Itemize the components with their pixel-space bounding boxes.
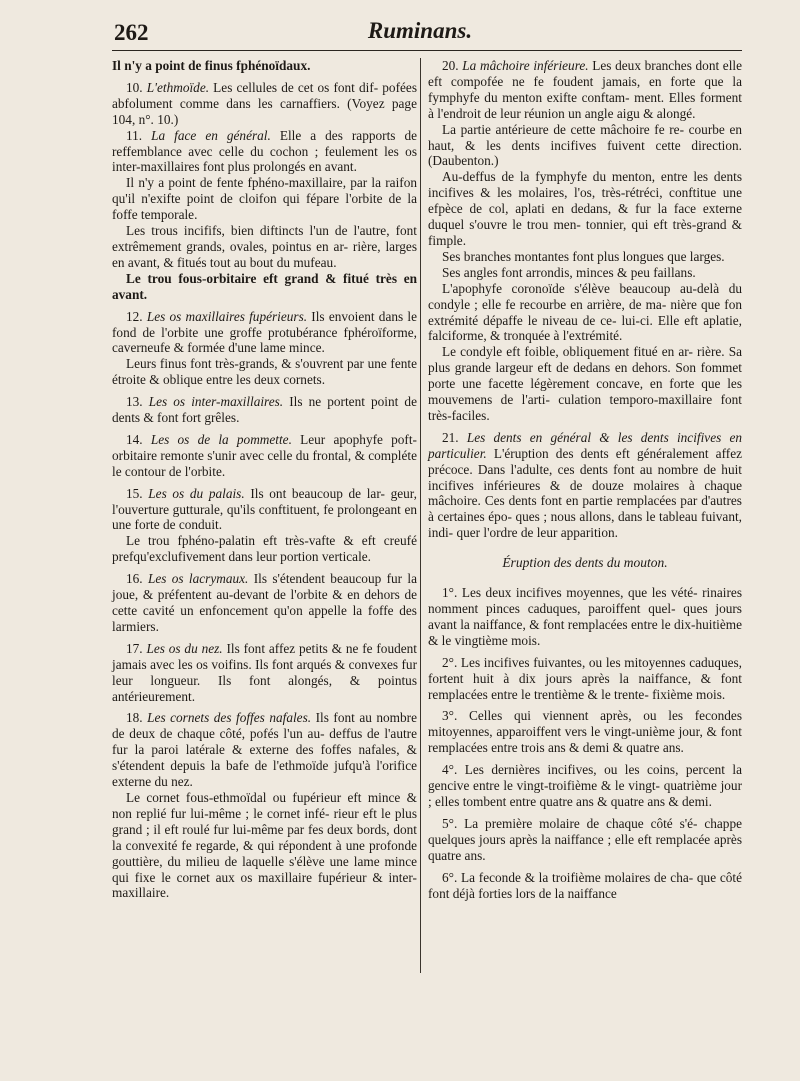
paragraph-text: 3°. Celles qui viennent après, ou les fecondes mitoyennes, apparoiffent vers le vingt-unième jour, & font remplacées entre trois ans & demi & quatre ans. <box>428 708 742 756</box>
paragraph-title: La mâchoire inférieure. <box>462 58 589 73</box>
paragraph <box>112 58 417 74</box>
right-column <box>428 58 742 901</box>
paragraph-text: Ils s'étendent beaucoup fur la joue, & préfentent au-devant de l'orbite & en dehors de cette cavité un enfoncement qu'on appelle la foffe des larmiers. <box>112 571 418 634</box>
paragraph-text: Le trou fous-orbitaire eft grand & fitué très en avant. <box>112 270 417 302</box>
paragraph <box>112 128 417 176</box>
paragraph-number: 12. <box>126 308 147 324</box>
paragraph-text: Ils envoient dans le fond de l'orbite une groffe protubérance fphéroïforme, caverneufe & formée d'une lame mince. <box>112 308 417 356</box>
paragraph-title: Les os maxillaires fupérieurs. <box>146 308 308 324</box>
paragraph-text: Ses branches montantes font plus longues que larges. <box>442 248 725 264</box>
paragraph-text: Le condyle eft foible, obliquement fitué en ar- rière. Sa plus grande largeur eft de dedans en dehors. Son fommet porte une facette légèrement concave, en forte que les mouvemens de l'arti- culation temporo-maxillaire font très-faciles. <box>428 344 742 423</box>
paragraph-text: Leurs finus font très-grands, & s'ouvrent par une fente étroite & oblique entre les deux cornets. <box>112 356 417 388</box>
paragraph-number: 18. <box>126 710 148 726</box>
paragraph <box>428 58 742 122</box>
paragraph-text: L'éruption des dents eft généralement affez précoce. Dans l'adulte, ces dents font au nombre de huit incifives inférieures & de douze molaires à chaque mâchoire. Ces dents font en partie remplacées par d'autres à certaines épo- ques ; nous allons, dans le tableau fuivant, indi- quer l'ordre de leur apparition. <box>428 445 742 541</box>
paragraph-title: Les dents en général & les dents incifives en particulier. <box>428 429 742 461</box>
paragraph-text: 2°. Les incifives fuivantes, ou les mitoyennes caduques, fortent huit à dix jours après la naiffance, & font remplacées entre le trentième & le trente- fixième mois. <box>428 654 742 702</box>
paragraph-number: 16. <box>126 571 148 587</box>
paragraph-title: Les os de la pommette. <box>150 431 292 447</box>
column-divider <box>420 58 421 973</box>
page-header <box>100 16 740 50</box>
paragraph-title: Les os lacrymaux. <box>147 571 249 587</box>
paragraph <box>428 122 742 170</box>
paragraph <box>112 571 417 635</box>
paragraph-text: La partie antérieure de cette mâchoire fe re- courbe en haut, & les dents incifives fuivent cette direction. (Daubenton.) <box>428 121 742 169</box>
paragraph <box>428 265 742 281</box>
paragraph-text: Elle a des rapports de reffemblance avec celle du cochon ; feulement les os inter-maxillaires font plus prolongés en avant. <box>112 127 417 175</box>
paragraph <box>112 790 417 901</box>
paragraph <box>112 641 417 705</box>
paragraph <box>428 344 742 424</box>
paragraph-text: 1°. Les deux incifives moyennes, que les vété- rinaires nomment pinces caduques, paroiffent quel- ques jours avant la naiffance, & font remplacées entre le dix-huitième & le vingtième mois. <box>428 585 742 648</box>
paragraph-text: Leur apophyfe poft- orbitaire remonte s'unir avec celle du frontal, & compléte le contour de l'orbite. <box>112 431 417 479</box>
paragraph-text: Ils font au nombre de deux de chaque côté, pofés l'un au- deffus de l'autre fur la paroi latérale & externe des foffes nafales, & s'étendent depuis la bafe de l'ethmoïde jufqu'à l'orifice externe du nez. <box>112 710 418 790</box>
paragraph-text: 5°. La première molaire de chaque côté s'é- chappe quelques jours après la naiffance ; elle eft remplacée après quatre ans. <box>428 815 742 863</box>
paragraph-text: Le cornet fous-ethmoïdal ou fupérieur eft mince & non replié fur lui-même ; le cornet infé- rieur eft le plus grand ; il eft roulé fur lui-même par fes deux bords, dont la convexité fe regarde, & qui répondent à une profonde gouttière, du milieu de laquelle s'élève une lame mince qui fixe le cornet aux os maxillaire fupérieur & inter- maxillaire. <box>112 789 417 901</box>
paragraph <box>428 655 742 703</box>
paragraph <box>428 430 742 541</box>
paragraph-text: 6°. La feconde & la troifième molaires de cha- que côté font déjà forties lors de la naiffance <box>428 869 742 901</box>
paragraph-text: Ses angles font arrondis, minces & peu faillans. <box>442 264 696 280</box>
paragraph-number: 15. <box>126 485 149 501</box>
paragraph-text: L'apophyfe coronoïde s'élève beaucoup au-delà du condyle ; elle fe recourbe en arrière, de ma- nière que fon extrémité dépaffe le niveau de ce- lui-ci. Elle eft aplatie, falciforme, & tronquée à l'extrémité. <box>428 280 742 344</box>
paragraph-text: Il n'y a point de finus fphénoïdaux. <box>112 58 311 73</box>
paragraph-number: 17. <box>126 640 147 656</box>
paragraph-title: L'ethmoïde. <box>146 79 210 95</box>
left-column <box>112 58 417 901</box>
paragraph <box>112 175 417 223</box>
paragraph <box>112 271 417 303</box>
running-title: Ruminans. <box>367 18 473 43</box>
paragraph-text: Il n'y a point de fente fphéno-maxillaire, par la raifon qu'il n'exifte point de cloifon qui fépare l'orbite de la foffe temporale. <box>112 175 417 223</box>
paragraph-number: 21. <box>442 429 467 445</box>
paragraph <box>428 762 742 810</box>
paragraph <box>112 309 417 357</box>
paragraph-number: 14. <box>126 431 151 447</box>
paragraph-title: Les os du palais. <box>148 485 245 501</box>
paragraph <box>112 533 417 565</box>
paragraph-text: Au-deffus de la fymphyfe du menton, entre les dents incifives & les molaires, l'os, très-rétréci, conftitue une efpèce de col, aplati en dedans, & fur la face externe duquel s'ouvre le trou men- tonnier, qui eft très-grand & fimple. <box>428 169 742 248</box>
paragraph-text: Les trous incififs, bien diftincts l'un de l'autre, font extrêmement grands, ovales, pointus en ar- rière, larges en avant, & fitués tout au bout du mufeau. <box>112 223 417 270</box>
paragraph-title: La face en général. <box>151 127 271 143</box>
paragraph-text: Le trou fphéno-palatin eft très-vafte & eft creufé prefqu'exclufivement dans leur portion verticale. <box>112 533 417 565</box>
paragraph <box>112 432 417 480</box>
paragraph <box>112 223 417 271</box>
paragraph <box>428 870 742 902</box>
section-heading: Éruption des dents du mouton. <box>502 555 668 571</box>
paragraph-title: Les cornets des foffes nafales. <box>147 710 312 726</box>
paragraph <box>428 585 742 649</box>
paragraph-text: Ils ne portent point de dents & font fort grêles. <box>112 394 417 426</box>
paragraph <box>428 708 742 756</box>
paragraph-text: 4°. Les dernières incifives, ou les coins, percent la gencive entre le vingt-troifième & le vingt- quatrième jour ; elles tombent entre quatre ans & quatre ans & demi. <box>428 762 742 809</box>
paragraph <box>112 80 417 128</box>
paragraph-text: Ils font affez petits & ne fe foudent jamais avec les os voifins. Ils font arqués & convexes fur leur longueur. Ils font alongés, & pointus antérieurement. <box>112 640 417 704</box>
paragraph <box>428 816 742 864</box>
paragraph-text: Les cellules de cet os font dif- pofées abfolument comme dans les carnaffiers. (Voyez page 104, n°. 10.) <box>112 79 417 127</box>
paragraph <box>428 169 742 249</box>
paragraph <box>112 356 417 388</box>
paragraph <box>112 486 417 534</box>
paragraph-number: 20. <box>442 58 463 73</box>
paragraph <box>428 281 742 345</box>
paragraph-text: Ils ont beaucoup de lar- geur, l'ouverture gutturale, qu'ils conftituent, fe prolongeant en une forte de conduit. <box>112 485 417 533</box>
page-number: 262 <box>114 20 149 45</box>
paragraph-number: 10. <box>126 79 147 95</box>
paragraph <box>112 710 417 790</box>
paragraph-title: Les os inter-maxillaires. <box>148 394 284 410</box>
paragraph-title: Les os du nez. <box>146 640 223 656</box>
paragraph <box>428 249 742 265</box>
paragraph-number: 11. <box>126 127 152 143</box>
paragraph-text: Les deux branches dont elle eft compofée ne fe foudent jamais, en forte que la fymphyfe du menton exifte conftam- ment. Elles forment à l'endroit de leur réunion un angle aigu & alongé. <box>428 58 742 121</box>
paragraph <box>112 394 417 426</box>
header-rule <box>112 50 742 51</box>
paragraph-number: 13. <box>126 394 149 410</box>
